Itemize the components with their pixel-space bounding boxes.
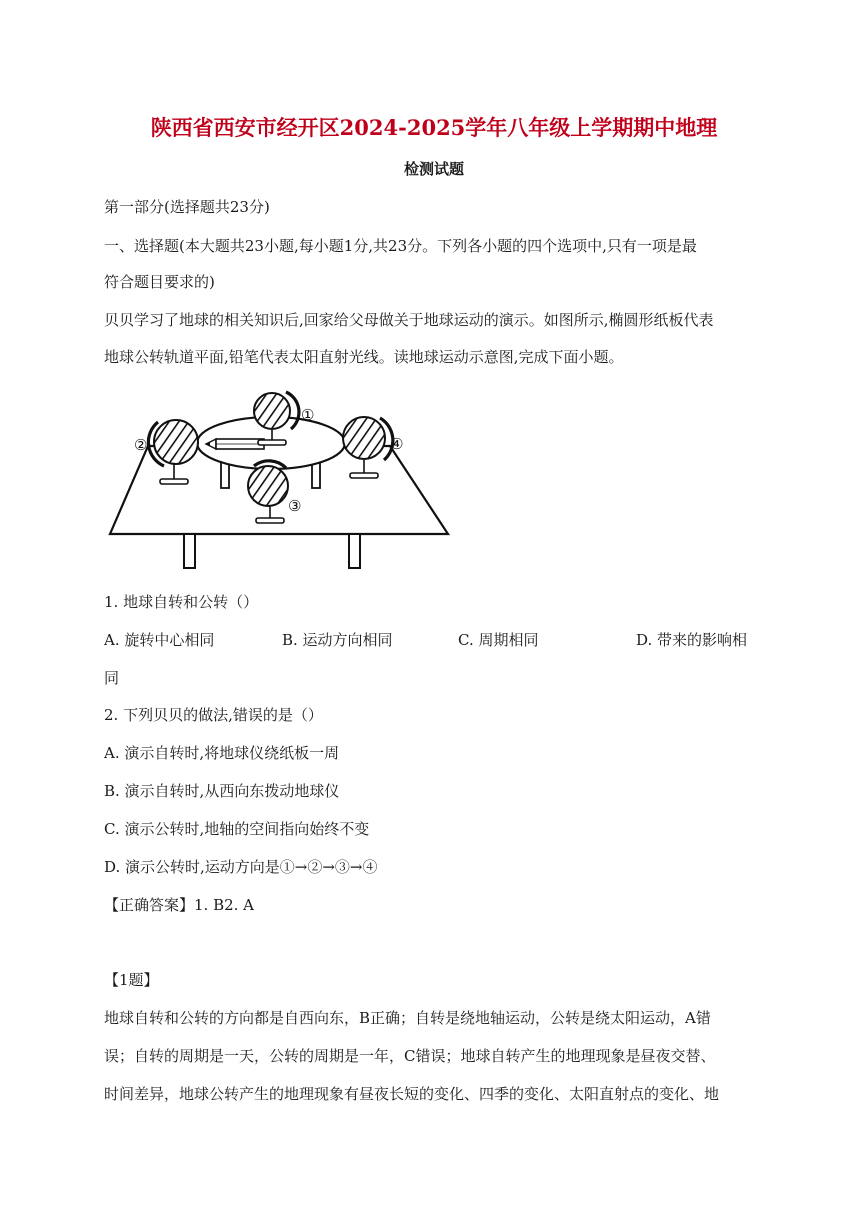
correct-answer: 【正确答案】1. B2. A [104, 896, 255, 914]
question-1-option-c: C. 周期相同 [458, 631, 539, 649]
question-2-option-c: C. 演示公转时,地轴的空间指向始终不变 [104, 820, 370, 838]
instruction-line-1: 一、选择题(本大题共23小题,每小题1分,共23分。下列各小题的四个选项中,只有一项是最 [104, 237, 697, 255]
board-leg-left [221, 462, 229, 488]
globe-label-3: ③ [288, 497, 302, 515]
globe-label-4: ④ [390, 435, 404, 453]
question-1-stem: 1. 地球自转和公转（） [104, 593, 259, 611]
instruction-line-2: 符合题目要求的) [104, 273, 215, 291]
question-2-option-d: D. 演示公转时,运动方向是①→②→③→④ [104, 858, 378, 876]
question-1-option-a: A. 旋转中心相同 [104, 631, 215, 649]
earth-motion-diagram [108, 382, 458, 574]
passage-line-1: 贝贝学习了地球的相关知识后,回家给父母做关于地球运动的演示。如图所示,椭圆形纸板代表 [104, 311, 714, 329]
question-2-stem: 2. 下列贝贝的做法,错误的是（） [104, 706, 323, 724]
earth-motion-figure [108, 382, 458, 574]
board-leg-right [312, 462, 320, 488]
analysis-line-1: 地球自转和公转的方向都是自西向东，B正确；自转是绕地轴运动，公转是绕太阳运动，A错 [104, 1009, 711, 1027]
question-2-option-b: B. 演示自转时,从西向东拨动地球仪 [104, 782, 340, 800]
pencil-icon [206, 439, 264, 449]
table-leg-left [184, 534, 195, 568]
analysis-line-2: 误；自转的周期是一天，公转的周期是一年，C错误；地球自转产生的地理现象是昼夜交替、 [104, 1047, 716, 1065]
question-1-option-b: B. 运动方向相同 [282, 631, 393, 649]
table-leg-right [349, 534, 360, 568]
passage-line-2: 地球公转轨道平面,铅笔代表太阳直射光线。读地球运动示意图,完成下面小题。 [104, 348, 624, 366]
analysis-heading: 【1题】 [104, 971, 159, 989]
question-1-option-d-wrap: 同 [104, 669, 120, 687]
globe-label-1: ① [301, 406, 315, 424]
question-2-option-a: A. 演示自转时,将地球仪绕纸板一周 [104, 744, 340, 762]
globe-label-2: ② [134, 436, 148, 454]
section-heading: 第一部分(选择题共23分) [104, 198, 270, 216]
analysis-line-3: 时间差异，地球公转产生的地理现象有昼夜长短的变化、四季的变化、太阳直射点的变化、地 [104, 1085, 720, 1103]
question-1-option-d: D. 带来的影响相 [636, 631, 748, 649]
document-title: 陕西省西安市经开区2024-2025学年八年级上学期期中地理 [150, 115, 718, 140]
document-subtitle: 检测试题 [403, 160, 464, 178]
